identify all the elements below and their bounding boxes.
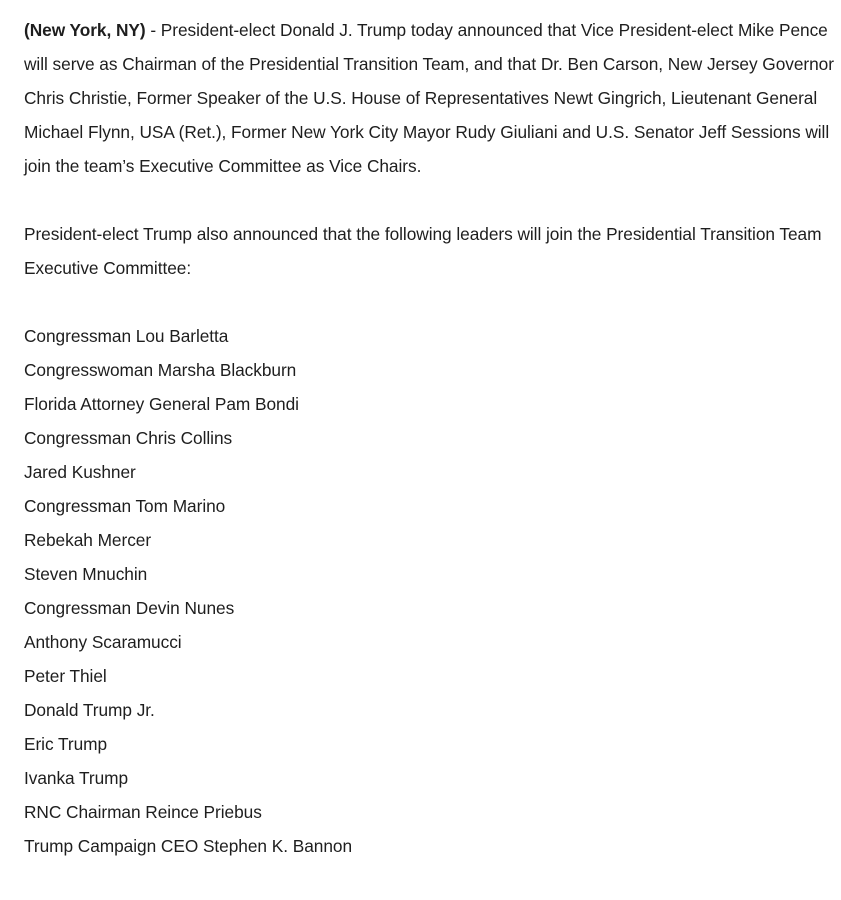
list-item: Peter Thiel: [24, 666, 107, 686]
committee-intro-paragraph: President-elect Trump also announced that the following leaders will join the Presidential Transition Team Executive Committee:: [24, 224, 822, 278]
list-item: Rebekah Mercer: [24, 530, 152, 550]
list-item: Anthony Scaramucci: [24, 632, 182, 652]
list-item: Florida Attorney General Pam Bondi: [24, 394, 299, 414]
list-item: Jared Kushner: [24, 462, 136, 482]
list-item: Congressman Chris Collins: [24, 428, 233, 448]
list-item: Eric Trump: [24, 734, 108, 754]
list-item: Trump Campaign CEO Stephen K. Bannon: [24, 836, 353, 856]
list-item: Congressman Devin Nunes: [24, 598, 235, 618]
list-item: Congresswoman Marsha Blackburn: [24, 360, 297, 380]
list-item: Ivanka Trump: [24, 768, 129, 788]
list-item: Congressman Lou Barletta: [24, 326, 229, 346]
list-item: Donald Trump Jr.: [24, 700, 155, 720]
lead-text: - President-elect Donald J. Trump today announced that Vice President-elect Mike Pence will serve as Chairman of the Presidential Transition Team, and that Dr. Ben Carson, New Jersey Governor Chris Christie, Former Speaker of the U.S. House of Representatives Newt Gingrich, Lieutenant General Michael Flynn, USA (Ret.), Former New York City Mayor Rudy Giuliani and U.S. Senator Jeff Sessions will join the team’s Executive Committee as Vice Chairs.: [24, 20, 834, 176]
list-item: RNC Chairman Reince Priebus: [24, 802, 262, 822]
list-item: Steven Mnuchin: [24, 564, 148, 584]
dateline: (New York, NY): [24, 20, 146, 40]
lead-paragraph: [24, 13, 834, 183]
executive-committee-list: [24, 319, 834, 863]
list-item: Congressman Tom Marino: [24, 496, 226, 516]
press-release: [24, 13, 834, 863]
